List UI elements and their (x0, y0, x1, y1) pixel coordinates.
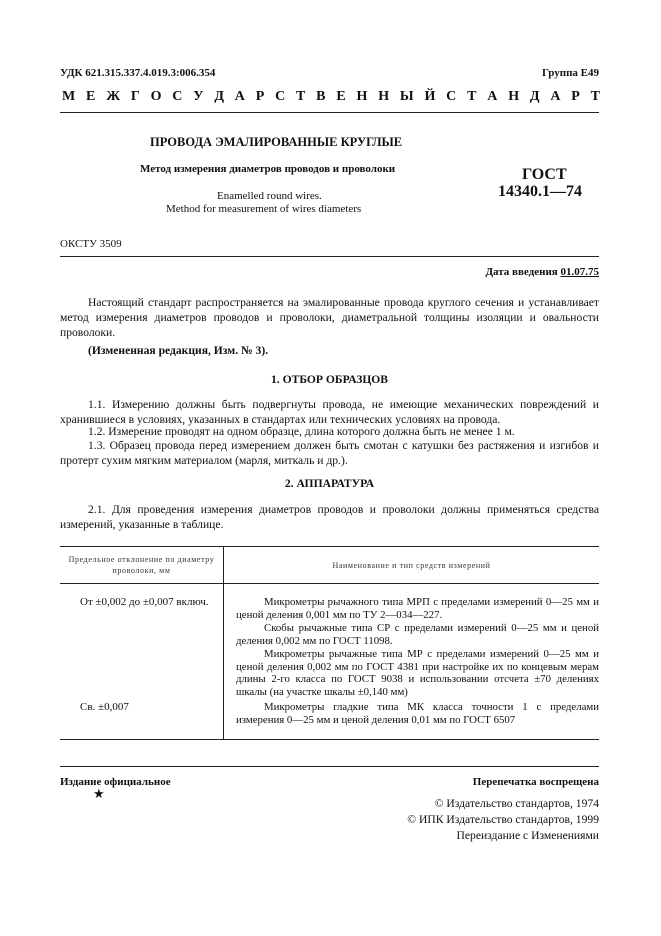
instrument-entry: Скобы рычажные типа СР с пределами измерений 0—25 мм и ценой деления 0,002 мм по ГОСТ 11098. (236, 621, 599, 647)
oksty-code: ОКСТУ 3509 (60, 238, 122, 250)
table-header-deviation (60, 547, 224, 584)
heading-letter: Т (467, 89, 477, 104)
instrument-entry: Микрометры рычажные типа МР с пределами измерений 0—25 мм и ценой деления 0,002 мм по ГОСТ 4381 при настройке их по концевым мерам длины 2-го класса по ГОСТ 9038 и использовании отсчета ±70 делениях шкалы (на участке шкалы ±0,140 мм) (236, 647, 599, 699)
heading-letter: У (193, 89, 204, 104)
table-cell-deviation (60, 699, 224, 739)
footer-divider (60, 766, 599, 767)
date-value: 01.07.75 (560, 266, 599, 278)
deviation-value: От ±0,002 до ±0,007 включ. (80, 596, 209, 608)
heading-letter: Н (508, 89, 520, 104)
group-code: Группа Е49 (541, 67, 599, 79)
english-title-line2: Method for measurement of wires diameters (166, 203, 362, 215)
heading-letter: А (487, 89, 498, 104)
reprint-prohibited-label: Перепечатка воспрещена (472, 776, 599, 788)
gost-label: ГОСТ (522, 166, 567, 183)
table-header-deviation-line1: Предельное отклонение по диаметру (68, 555, 215, 564)
instruments-list (224, 596, 599, 699)
heading-letter: А (550, 89, 561, 104)
intro-revision-note: (Измененная редакция, Изм. № 3). (88, 344, 269, 357)
table-row (60, 584, 599, 700)
section1-paragraph-2: 1.2. Измерение проводят на одном образце, длина которого должна быть не менее 1 м. (88, 425, 515, 438)
instruments-list (224, 701, 599, 727)
intro-paragraph: Настоящий стандарт распространяется на эмалированные провода круглого сечения и устанавливает метод измерения диаметров проводов и проволоки, диаметральной толщины изоляции и овальности проволоки. (60, 296, 599, 339)
heading-letter: Р (255, 89, 265, 104)
standard-type-heading (62, 89, 600, 105)
date-label: Дата введения (485, 266, 558, 278)
table-cell-instruments (224, 699, 600, 739)
heading-letter: Н (356, 89, 368, 104)
section1-paragraph-3: 1.3. Образец провода перед измерением должен быть смотан с катушки без растяжения и изгибов и протерт сухим мягким материалом (марля, миткаль и др.). (60, 439, 599, 467)
heading-letter: Д (529, 89, 540, 104)
english-title-line1: Enamelled round wires. (217, 190, 322, 202)
udk-code: УДК 621.315.337.4.019.3:006.354 (60, 67, 216, 79)
heading-letter: А (234, 89, 245, 104)
heading-letter: О (150, 89, 162, 104)
instruments-table (60, 546, 599, 740)
table-row (60, 699, 599, 739)
copyright-line-2: © ИПК Издательство стандартов, 1999 (407, 813, 599, 826)
heading-letter: Т (296, 89, 306, 104)
heading-letter: Г (130, 89, 140, 104)
copyright-line-1: © Издательство стандартов, 1974 (434, 797, 599, 810)
section1-paragraph-1: 1.1. Измерению должны быть подвергнуты провода, не имеющие механических повреждений и хранившиеся в условиях, указанных в стандартах или технических условиях на провода. (60, 398, 599, 426)
instrument-entry: Микрометры рычажного типа МРП с пределами измерений 0—25 мм и ценой деления 0,001 мм по ТУ 2—034—227. (236, 596, 599, 621)
gost-number: 14340.1—74 (498, 183, 582, 200)
table-cell-deviation (60, 584, 224, 700)
heading-letter: Е (86, 89, 96, 104)
section2-paragraph-1: 2.1. Для проведения измерения диаметров проводов и проволоки должны применяться средства измерений, указанные в таблице. (60, 503, 599, 531)
heading-letter: М (62, 89, 76, 104)
heading-letter: Ж (106, 89, 121, 104)
heading-letter: Р (571, 89, 580, 104)
reissue-note: Переиздание с Изменениями (456, 829, 599, 842)
heading-letter: Й (424, 89, 436, 104)
oksty-divider (60, 256, 599, 257)
header-divider (60, 112, 599, 113)
table-header-instruments: Наименование и тип средств измерений (224, 547, 600, 584)
introduction-date (485, 266, 599, 278)
section2-heading: 2. АППАРАТУРА (284, 477, 375, 490)
table-cell-instruments (224, 584, 600, 700)
heading-letter: С (275, 89, 286, 104)
section1-heading: 1. ОТБОР ОБРАЗЦОВ (270, 373, 389, 386)
heading-letter: Т (590, 89, 600, 104)
official-edition-label: Издание официальное (60, 776, 171, 788)
star-icon: ★ (93, 786, 105, 801)
heading-letter: Е (336, 89, 346, 104)
deviation-value: Св. ±0,007 (80, 701, 129, 714)
heading-letter: Ы (399, 89, 414, 104)
heading-letter: С (446, 89, 457, 104)
document-subtitle: Метод измерения диаметров проводов и проволоки (140, 163, 396, 175)
heading-letter: Д (214, 89, 224, 104)
table-header-deviation-line2: проволоки, мм (112, 566, 171, 575)
document-title: ПРОВОДА ЭМАЛИРОВАННЫЕ КРУГЛЫЕ (150, 135, 403, 149)
instrument-entry: Микрометры гладкие типа МК класса точности 1 с пределами измерения 0—25 мм и ценой деления 0,01 мм по ГОСТ 6507 (236, 701, 599, 727)
heading-letter: С (172, 89, 183, 104)
heading-letter: В (316, 89, 326, 104)
heading-letter: Н (378, 89, 390, 104)
table-header-row (60, 547, 599, 584)
